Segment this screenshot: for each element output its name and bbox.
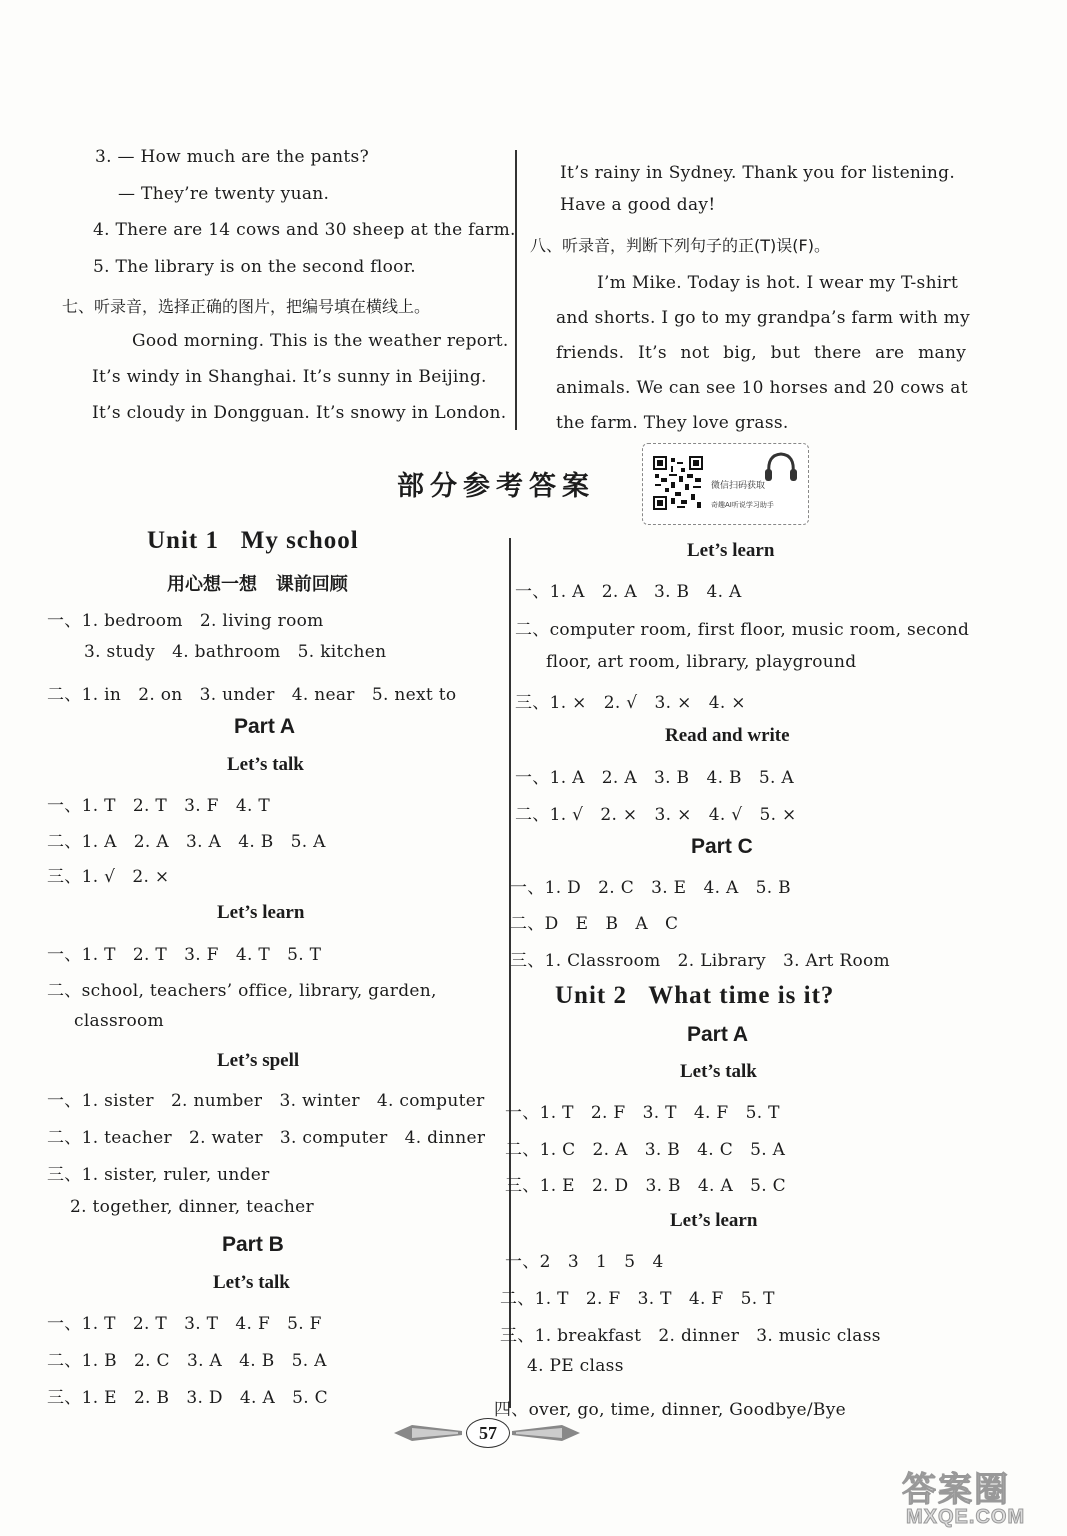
part-b-heading: Part B [222, 1233, 284, 1256]
answer-line: 一、1. T 2. T 3. T 4. F 5. F [47, 1314, 322, 1334]
transcript-line: It’s cloudy in Dongguan. It’s snowy in London. [92, 403, 507, 423]
answer-line: 一、2 3 1 5 4 [505, 1252, 664, 1272]
answer-line: 一、1. bedroom 2. living room [47, 611, 324, 631]
transcript-line: the farm. They love grass. [556, 413, 789, 433]
answer-line: 二、D E B A C [510, 914, 679, 934]
answer-line: 四、over, go, time, dinner, Goodbye/Bye [494, 1400, 846, 1420]
headset-icon [761, 449, 801, 485]
answer-line: 二、computer room, first floor, music room, second [515, 620, 970, 640]
section-title: 部分参考答案 [397, 471, 595, 502]
answer-line: 4. PE class [527, 1356, 624, 1376]
answer-line: 一、1. T 2. F 3. T 4. F 5. T [505, 1103, 780, 1123]
page-ornament-left-icon [392, 1422, 464, 1444]
exercise-heading-7: 七、听录音，选择正确的图片，把编号填在横线上。 [62, 297, 431, 316]
lets-talk-heading: Let’s talk [213, 1272, 290, 1293]
answer-line: 三、1. breakfast 2. dinner 3. music class [500, 1326, 881, 1346]
transcript-line: friends. It’s not big, but there are many [556, 343, 967, 363]
top-column-divider [515, 150, 517, 430]
read-write-heading: Read and write [665, 725, 790, 746]
answer-line: 三、1. Classroom 2. Library 3. Art Room [510, 951, 890, 971]
transcript-line: animals. We can see 10 horses and 20 cows at [556, 378, 968, 398]
transcript-line: and shorts. I go to my grandpa’s farm with my [556, 308, 971, 328]
answer-line: 一、1. sister 2. number 3. winter 4. computer [47, 1091, 485, 1111]
review-title: 用心想一想 课前回顾 [167, 574, 348, 595]
unit2-title: Unit 2 What time is it? [555, 982, 835, 1009]
watermark-logo [900, 1462, 1060, 1532]
answer-line: 2. together, dinner, teacher [70, 1197, 314, 1217]
answer-line: 三、1. E 2. D 3. B 4. A 5. C [505, 1176, 786, 1196]
transcript-line: Good morning. This is the weather report. [132, 331, 509, 351]
watermark-top: 答案圈 [902, 1470, 1010, 1510]
transcript-line: 3. — How much are the pants? [95, 147, 369, 167]
part-c-heading: Part C [691, 835, 753, 858]
answer-line: 二、1. C 2. A 3. B 4. C 5. A [505, 1140, 786, 1160]
unit1-title: Unit 1 My school [147, 527, 359, 554]
answer-line: 三、1. E 2. B 3. D 4. A 5. C [47, 1388, 328, 1408]
answer-line: 一、1. T 2. T 3. F 4. T [47, 796, 271, 816]
qr-caption-2: 奇趣AI听说学习助手 [711, 501, 774, 509]
exercise-heading-8: 八、听录音，判断下列句子的正(T)误(F)。 [530, 236, 830, 255]
qr-caption-1: 微信扫码获取 [711, 481, 766, 491]
answer-line: classroom [74, 1011, 164, 1031]
page-number: 57 [466, 1418, 510, 1448]
transcript-line: — They’re twenty yuan. [118, 184, 330, 204]
answer-line: 一、1. A 2. A 3. B 4. B 5. A [515, 768, 794, 788]
answer-line: 一、1. A 2. A 3. B 4. A [515, 582, 742, 602]
answer-line: 二、1. A 2. A 3. A 4. B 5. A [47, 832, 326, 852]
page-ornament-right-icon [510, 1422, 582, 1444]
part-a-heading: Part A [234, 715, 296, 738]
watermark-bottom: MXQE.COM [906, 1506, 1026, 1528]
qr-code-box [642, 443, 809, 525]
answer-line: 一、1. D 2. C 3. E 4. A 5. B [510, 878, 791, 898]
transcript-line: It’s rainy in Sydney. Thank you for listening. [560, 163, 956, 183]
answer-line: 二、1. teacher 2. water 3. computer 4. dinner [47, 1128, 486, 1148]
transcript-line: Have a good day! [560, 195, 716, 215]
answer-line: 3. study 4. bathroom 5. kitchen [84, 642, 387, 662]
lets-spell-heading: Let’s spell [217, 1050, 300, 1071]
answer-column-divider [509, 538, 511, 1408]
answer-line: 一、1. T 2. T 3. F 4. T 5. T [47, 945, 322, 965]
answer-line: 三、1. × 2. √ 3. × 4. × [515, 693, 746, 713]
lets-learn-heading: Let’s learn [217, 902, 305, 923]
answer-line: 三、1. sister, ruler, under [47, 1165, 270, 1185]
answer-line: floor, art room, library, playground [546, 652, 857, 672]
qr-code-icon [653, 456, 703, 510]
answer-line: 二、1. in 2. on 3. under 4. near 5. next to [47, 685, 457, 705]
answer-line: 二、1. B 2. C 3. A 4. B 5. A [47, 1351, 327, 1371]
answer-line: 二、school, teachers’ office, library, garden, [47, 981, 437, 1001]
transcript-line: 5. The library is on the second floor. [93, 257, 416, 277]
transcript-line: It’s windy in Shanghai. It’s sunny in Beijing. [92, 367, 487, 387]
transcript-line: I’m Mike. Today is hot. I wear my T-shirt [597, 273, 959, 293]
part-a-heading: Part A [687, 1023, 749, 1046]
answer-line: 二、1. √ 2. × 3. × 4. √ 5. × [515, 805, 797, 825]
answer-line: 三、1. √ 2. × [47, 867, 170, 887]
answer-line: 二、1. T 2. F 3. T 4. F 5. T [500, 1289, 775, 1309]
lets-learn-heading: Let’s learn [670, 1210, 758, 1231]
transcript-line: 4. There are 14 cows and 30 sheep at the farm. [93, 220, 516, 240]
lets-talk-heading: Let’s talk [227, 754, 304, 775]
lets-learn-heading: Let’s learn [687, 540, 775, 561]
lets-talk-heading: Let’s talk [680, 1061, 757, 1082]
